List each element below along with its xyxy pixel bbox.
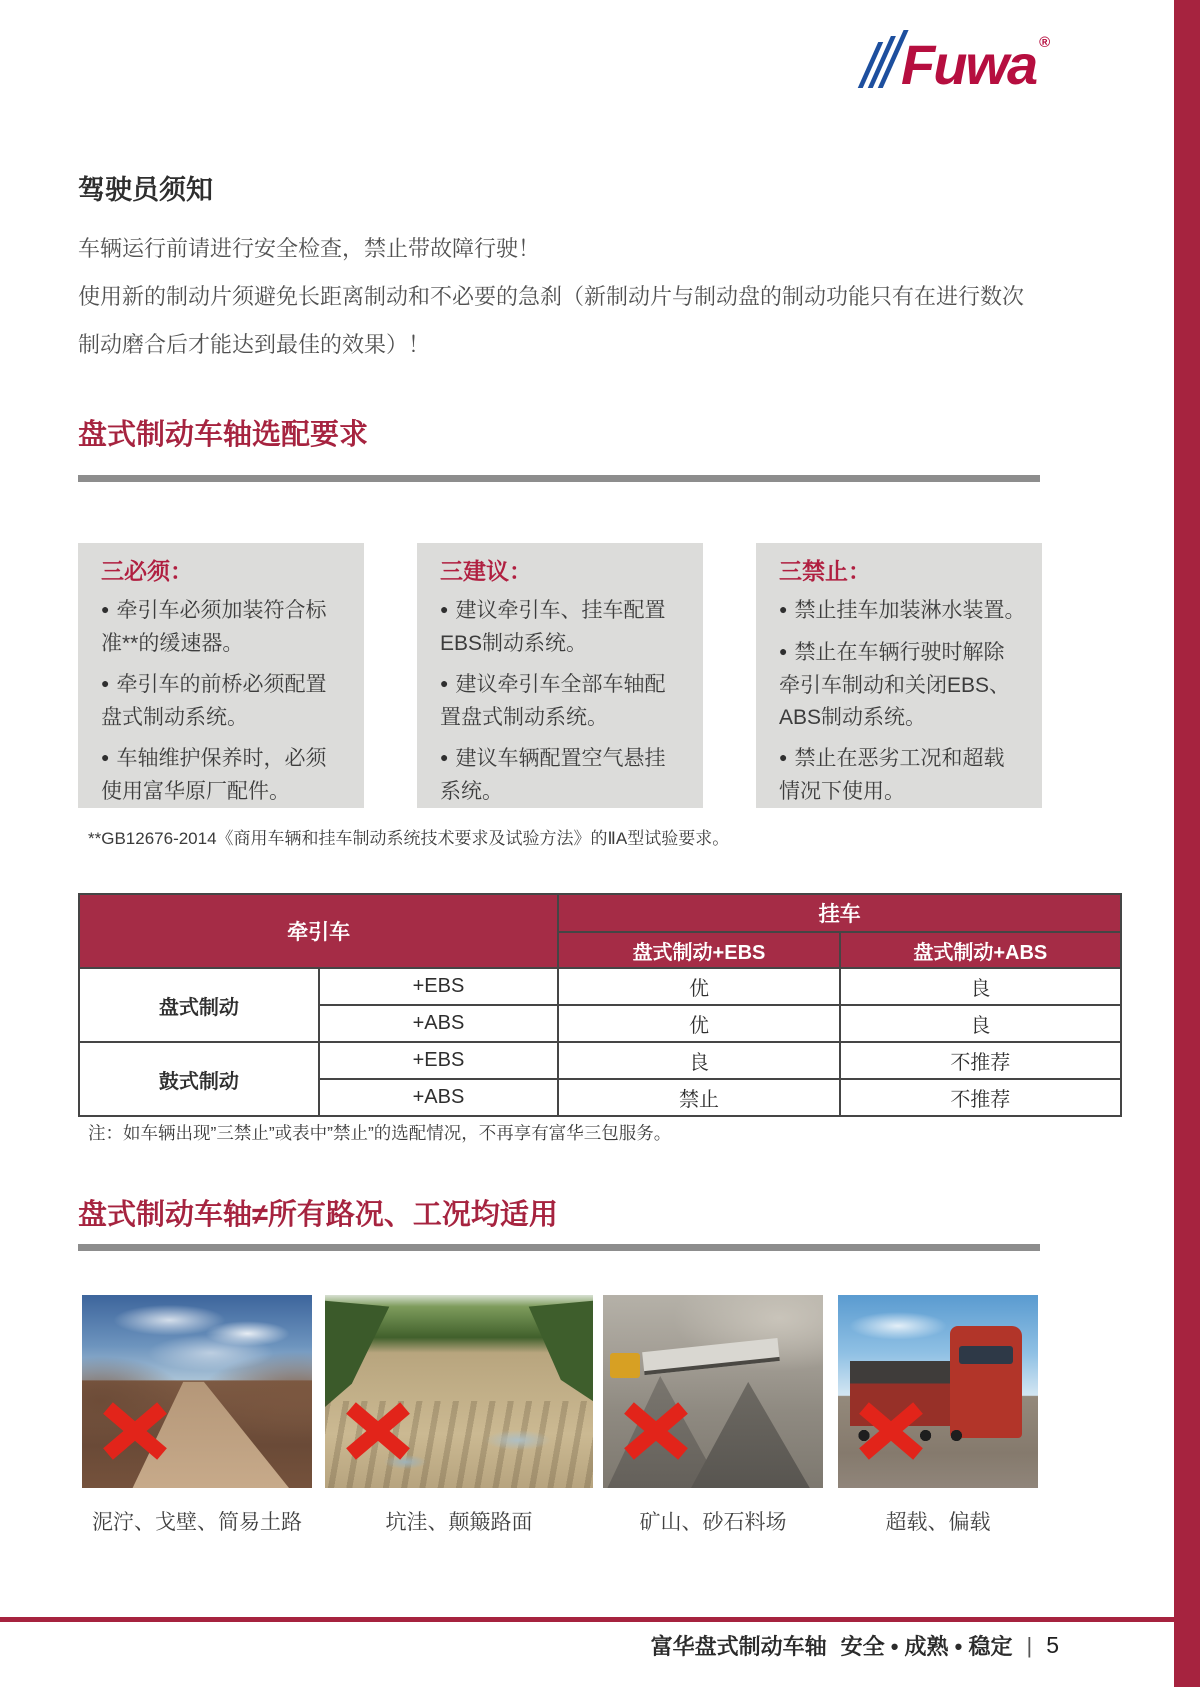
bullet-dot-icon: ● xyxy=(101,749,110,765)
section-title-selection: 盘式制动车轴选配要求 xyxy=(78,419,369,451)
trailer-subheader-ebs: 盘式制动+EBS xyxy=(558,932,839,968)
footer xyxy=(651,1630,1059,1661)
bullet-dot-icon: ● xyxy=(779,643,788,659)
driver-notice-body xyxy=(78,225,1043,369)
bullet-dot-icon: ● xyxy=(440,749,449,765)
rating-cell: 禁止 xyxy=(558,1079,839,1116)
footer-rule xyxy=(0,1617,1174,1622)
box-title: 三必须： xyxy=(101,558,193,584)
section-title-road-conditions: 盘式制动车轴≠所有路况、工况均适用 xyxy=(78,1199,558,1231)
page-title: 驾驶员须知 xyxy=(78,175,213,205)
footer-brand: 富华盘式制动车轴 xyxy=(650,1634,827,1659)
box-item: ● 牵引车必须加装符合标准**的缓速器。 xyxy=(101,599,327,655)
bullet-dot-icon: ● xyxy=(440,675,449,691)
right-edge-bar xyxy=(1174,0,1200,1687)
section-rule xyxy=(78,475,1040,482)
config-cell: +EBS xyxy=(319,1042,559,1079)
box-item: ● 建议牵引车全部车轴配置盘式制动系统。 xyxy=(440,673,666,729)
photo-caption: 坑洼、颠簸路面 xyxy=(385,1511,533,1534)
box-item: ● 牵引车的前桥必须配置盘式制动系统。 xyxy=(101,673,327,729)
page-number: 5 xyxy=(1046,1632,1059,1658)
trailer-subheader-abs: 盘式制动+ABS xyxy=(840,932,1121,968)
bullet-dot-icon: ● xyxy=(779,749,788,765)
footer-separator: | xyxy=(1026,1632,1033,1658)
box-title: 三禁止： xyxy=(779,558,871,584)
photo-caption: 矿山、砂石料场 xyxy=(639,1511,787,1534)
fuwa-logo xyxy=(868,30,1078,100)
prohibited-x-icon xyxy=(858,1401,924,1461)
notice-paragraph: 车辆运行前请进行安全检查，禁止带故障行驶！ xyxy=(78,236,541,261)
brake-type-cell: 鼓式制动 xyxy=(79,1042,319,1116)
requirement-box-must xyxy=(78,543,364,808)
footer-slogan: 安全 • 成熟 • 稳定 xyxy=(840,1634,1013,1659)
photo-overloaded-truck xyxy=(838,1295,1038,1488)
trailer-header-cell: 挂车 xyxy=(558,894,1121,932)
config-cell: +ABS xyxy=(319,1079,559,1116)
logo-slashes-icon xyxy=(858,42,903,88)
bullet-dot-icon: ● xyxy=(779,601,788,617)
bullet-dot-icon: ● xyxy=(101,675,110,691)
photo-wheel-loader xyxy=(610,1353,641,1378)
tractor-header-cell: 牵引车 xyxy=(79,894,558,968)
rating-cell: 不推荐 xyxy=(840,1079,1121,1116)
photo-caption: 超载、偏载 xyxy=(885,1511,991,1534)
box-item: ● 车轴维护保养时，必须使用富华原厂配件。 xyxy=(101,747,327,803)
brake-type-cell: 盘式制动 xyxy=(79,968,319,1042)
box-title: 三建议： xyxy=(440,558,532,584)
photo-truck-windshield xyxy=(959,1346,1014,1364)
photo-muddy-potholed-road xyxy=(325,1295,593,1488)
box-item: ● 建议车辆配置空气悬挂系统。 xyxy=(440,747,666,803)
prohibited-x-icon xyxy=(623,1401,689,1461)
rating-cell: 优 xyxy=(558,968,839,1005)
table-row xyxy=(79,1042,1121,1079)
rating-cell: 良 xyxy=(840,1005,1121,1042)
section-rule xyxy=(78,1244,1040,1251)
config-cell: +ABS xyxy=(319,1005,559,1042)
prohibited-x-icon xyxy=(345,1401,411,1461)
box-item: ● 禁止在恶劣工况和超载情况下使用。 xyxy=(779,747,1005,803)
photo-gobi-dirt-road xyxy=(82,1295,312,1488)
prohibited-x-icon xyxy=(102,1401,168,1461)
registered-trademark-icon: ® xyxy=(1039,34,1051,51)
rating-cell: 良 xyxy=(558,1042,839,1079)
photo-truck-cab xyxy=(950,1326,1022,1438)
requirement-box-forbid xyxy=(756,543,1042,808)
bullet-dot-icon: ● xyxy=(440,601,449,617)
standard-footnote: **GB12676-2014《商用车辆和挂车制动系统技术要求及试验方法》的ⅡA型试验要求。 xyxy=(88,829,730,848)
box-item: ● 禁止挂车加装淋水装置。 xyxy=(779,599,1026,622)
table-note: 注：如车辆出现”三禁止”或表中”禁止”的选配情况，不再享有富华三包服务。 xyxy=(88,1123,672,1143)
table-row xyxy=(79,968,1121,1005)
photo-crusher-machine xyxy=(642,1338,780,1375)
rating-cell: 优 xyxy=(558,1005,839,1042)
requirement-box-suggest xyxy=(417,543,703,808)
box-item: ● 禁止在车辆行驶时解除牵引车制动和关闭EBS、ABS制动系统。 xyxy=(779,641,1011,729)
photo-caption: 泥泞、戈壁、简易土路 xyxy=(92,1511,302,1534)
config-cell: +EBS xyxy=(319,968,559,1005)
box-item: ● 建议牵引车、挂车配置EBS制动系统。 xyxy=(440,599,666,655)
bullet-dot-icon: ● xyxy=(101,601,110,617)
compatibility-table xyxy=(78,893,1122,1117)
rating-cell: 不推荐 xyxy=(840,1042,1121,1079)
rating-cell: 良 xyxy=(840,968,1121,1005)
logo-wordmark: Fuwa xyxy=(901,33,1037,96)
photo-quarry-gravel-yard xyxy=(603,1295,823,1488)
notice-paragraph: 使用新的制动片须避免长距离制动和不必要的急刹（新制动片与制动盘的制动功能只有在进行数次制动磨合后才能达到最佳的效果）！ xyxy=(78,284,1025,357)
